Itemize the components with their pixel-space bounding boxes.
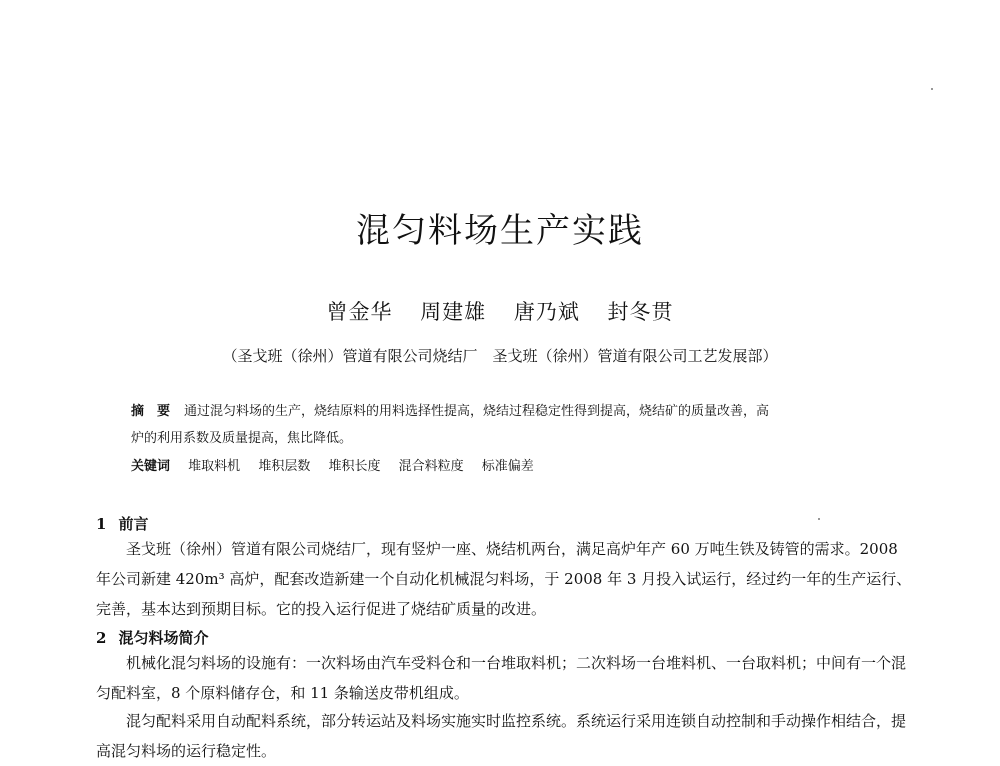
author-name: 唐乃斌 xyxy=(513,300,580,324)
keyword: 堆取料机 xyxy=(188,459,241,474)
abstract-label: 摘 要 xyxy=(131,404,171,419)
section-2-body-continued xyxy=(96,706,914,766)
scan-speck xyxy=(931,88,933,90)
keywords-label: 关键词 xyxy=(131,459,171,474)
author-name: 封冬贯 xyxy=(607,300,674,324)
paper-title: 混匀料场生产实践 xyxy=(356,211,644,251)
section-title: 前言 xyxy=(118,515,149,533)
abstract-line-2 xyxy=(131,425,891,453)
keyword: 混合料粒度 xyxy=(398,459,464,474)
author-name: 周建雄 xyxy=(420,300,487,324)
section-number: 1 xyxy=(96,515,107,533)
keyword: 堆积层数 xyxy=(258,459,311,474)
author-list xyxy=(0,296,1000,326)
abstract-text: 炉的利用系数及质量提高，焦比降低。 xyxy=(131,431,353,446)
keyword: 堆积长度 xyxy=(328,459,381,474)
paragraph: 圣戈班（徐州）管道有限公司烧结厂，现有竖炉一座、烧结机两台，满足高炉年产 60 万吨生铁及铸管的需求。2008 年公司新建 420m³ 高炉，配套改造新建一个自动化机械混匀料场，于 2008 年 3 月投入试运行，经过约一年的生产运行、完善，基本达到预期目标。它的投入运行促进了烧结矿质量的改进。 xyxy=(96,540,912,618)
section-title: 混匀料场简介 xyxy=(118,629,209,647)
section-heading-2 xyxy=(96,627,208,648)
paragraph: 机械化混匀料场的设施有：一次料场由汽车受料仓和一台堆取料机；二次料场一台堆料机、一台取料机；中间有一个混匀配料室，8 个原料储存仓，和 11 条输送皮带机组成。 xyxy=(96,654,907,702)
section-number: 2 xyxy=(96,629,107,647)
keywords xyxy=(131,453,891,481)
section-2-body xyxy=(96,648,914,708)
section-1-body xyxy=(96,534,914,624)
paragraph: 混匀配料采用自动配料系统，部分转运站及料场实施实时监控系统。系统运行采用连锁自动控制和手动操作相结合，提高混匀料场的运行稳定性。 xyxy=(96,712,907,760)
author-name: 曾金华 xyxy=(326,300,393,324)
abstract-text: 通过混匀料场的生产，烧结原料的用料选择性提高，烧结过程稳定性得到提高，烧结矿的质量改善，高 xyxy=(184,404,770,419)
abstract-line-1 xyxy=(131,398,891,426)
keyword: 标准偏差 xyxy=(481,459,534,474)
scan-speck xyxy=(818,518,820,520)
affiliation: （圣戈班（徐州）管道有限公司烧结厂 圣戈班（徐州）管道有限公司工艺发展部） xyxy=(222,347,778,365)
section-heading-1 xyxy=(96,513,148,534)
